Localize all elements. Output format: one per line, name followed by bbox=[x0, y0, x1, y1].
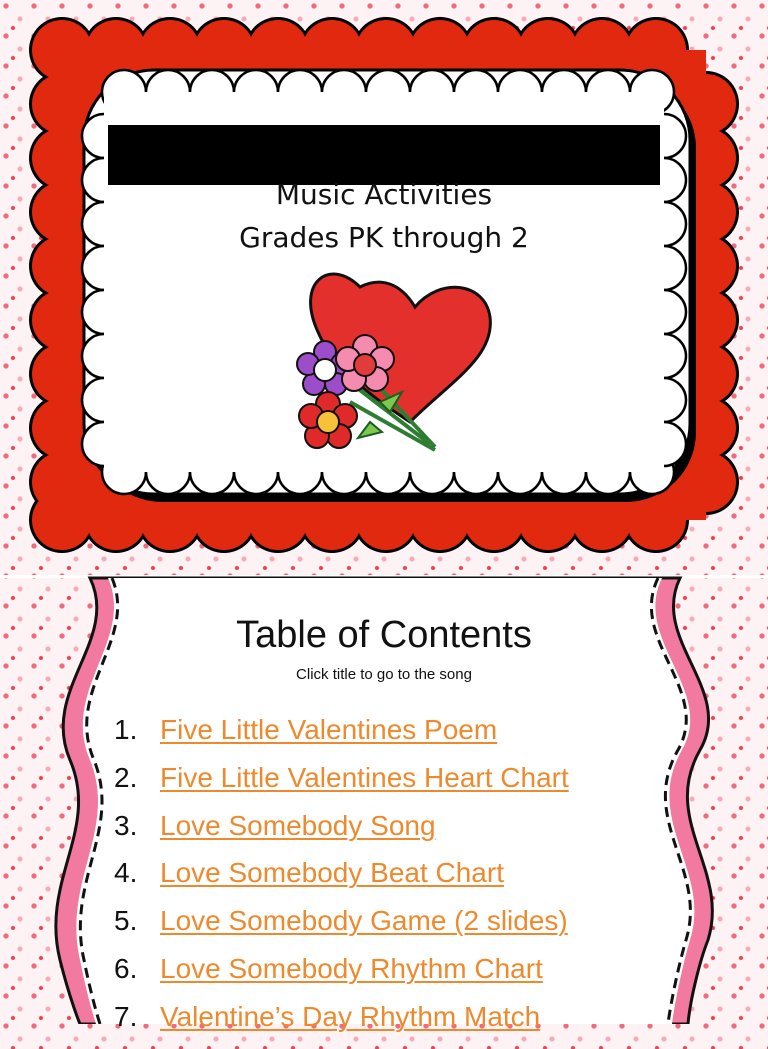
toc-item-number: 3. bbox=[114, 809, 138, 841]
toc-item bbox=[114, 857, 674, 905]
toc-link-five-little-valentines-heart-chart[interactable]: Five Little Valentines Heart Chart bbox=[160, 761, 569, 793]
toc-link-five-little-valentines-poem[interactable]: Five Little Valentines Poem bbox=[160, 714, 498, 745]
toc-item bbox=[114, 953, 674, 1001]
toc-title: Table of Contents bbox=[236, 614, 532, 656]
subtitle-line-1: Music Activities bbox=[275, 178, 493, 211]
toc-link-valentines-day-rhythm-match[interactable]: Valentine’s Day Rhythm Match bbox=[160, 1000, 541, 1032]
toc-link-love-somebody-rhythm-chart[interactable]: Love Somebody Rhythm Chart bbox=[160, 952, 543, 984]
toc-link-love-somebody-song[interactable]: Love Somebody Song bbox=[160, 809, 436, 841]
toc-item bbox=[114, 1001, 674, 1049]
toc-item-number: 7. bbox=[114, 1000, 138, 1032]
toc-link-love-somebody-beat-chart[interactable]: Love Somebody Beat Chart bbox=[160, 857, 504, 889]
toc-item bbox=[114, 905, 674, 953]
toc-link-love-somebody-game[interactable]: Love Somebody Game (2 slides) bbox=[160, 905, 568, 937]
toc-item-number: 6. bbox=[114, 952, 138, 984]
subtitle-line-2: Grades PK through 2 bbox=[239, 221, 529, 254]
toc-item bbox=[114, 810, 674, 858]
toc-list bbox=[114, 714, 674, 1049]
toc-item bbox=[114, 762, 674, 810]
toc-item-number: 1. bbox=[114, 714, 138, 745]
toc-item bbox=[114, 714, 674, 762]
toc-item-number: 5. bbox=[114, 905, 138, 937]
toc-item-number: 4. bbox=[114, 857, 138, 889]
toc-item-number: 2. bbox=[114, 761, 138, 793]
toc-instructions: Click title to go to the song bbox=[296, 666, 472, 683]
